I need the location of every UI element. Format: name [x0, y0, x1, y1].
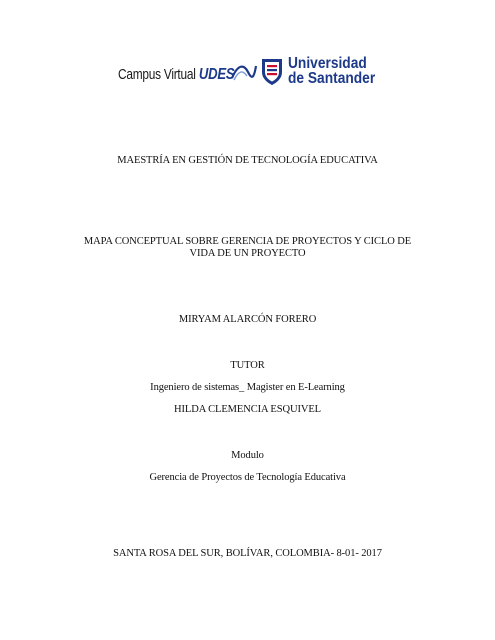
author-name: MIRYAM ALARCÓN FORERO	[178, 314, 317, 325]
tutor-name: HILDA CLEMENCIA ESQUIVEL	[174, 404, 321, 415]
module-heading: Modulo	[231, 450, 264, 461]
module-name: Gerencia de Proyectos de Tecnología Educativa	[149, 472, 346, 483]
udes-label: UDES	[198, 66, 235, 83]
header-logos	[118, 52, 380, 98]
program-name: MAESTRÍA EN GESTIÓN DE TECNOLOGÍA EDUCATIVA	[117, 155, 378, 166]
swoosh-icon	[230, 62, 258, 84]
place-date: SANTA ROSA DEL SUR, BOLÍVAR, COLOMBIA- 8-01- 2017	[113, 548, 382, 559]
university-wordmark	[288, 56, 375, 86]
university-shield-icon	[260, 56, 284, 86]
tutor-heading: TUTOR	[230, 360, 265, 371]
campus-label: Campus Virtual	[118, 67, 196, 83]
campus-virtual-logo	[118, 66, 234, 84]
university-line2: de Santander	[288, 70, 376, 87]
university-line1: Universidad	[288, 55, 367, 72]
tutor-profession: Ingeniero de sistemas_ Magister en E-Learning	[150, 382, 345, 393]
document-title: MAPA CONCEPTUAL SOBRE GERENCIA DE PROYECTOS Y CICLO DE VIDA DE UN PROYECTO	[83, 236, 412, 259]
